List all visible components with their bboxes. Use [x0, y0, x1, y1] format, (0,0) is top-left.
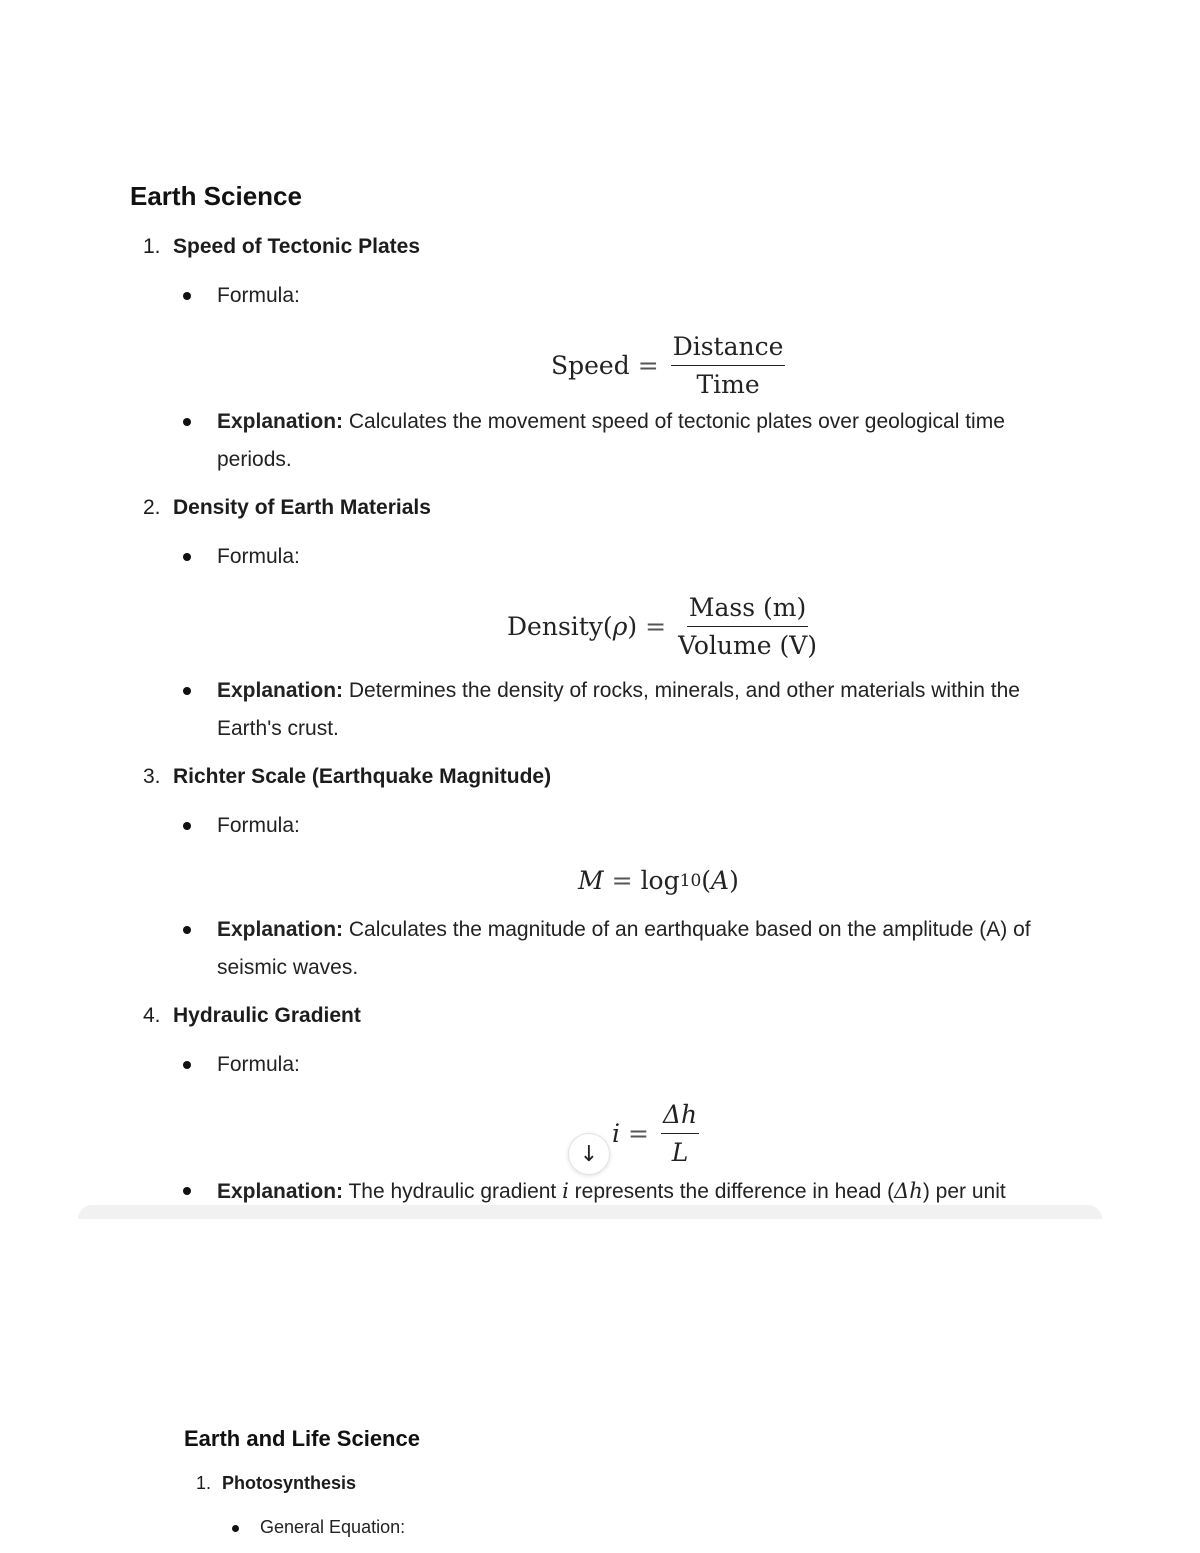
formula-numerator: Mass (m) — [687, 593, 808, 627]
list-item-title — [196, 1473, 356, 1494]
bullet-icon — [183, 292, 191, 300]
scroll-down-button[interactable] — [568, 1133, 610, 1175]
explanation-label: Explanation: — [217, 918, 344, 941]
bullet-icon — [183, 822, 191, 830]
formula-equals: = — [637, 351, 659, 380]
formula-speed — [551, 332, 789, 399]
explanation-label: Explanation: — [217, 679, 344, 702]
formula-bullet — [217, 277, 300, 315]
list-number: 4. — [143, 1004, 161, 1027]
formula-bullet — [217, 538, 300, 576]
formula-lhs: Density( — [507, 612, 613, 641]
formula-rho: ρ — [612, 612, 628, 641]
formula-label: Formula: — [217, 284, 300, 307]
formula-label: Formula: — [217, 1053, 300, 1076]
explanation-text-mid: represents the difference in head ( — [568, 1180, 895, 1203]
formula-fraction — [661, 1100, 699, 1167]
list-item-title — [143, 496, 431, 520]
explanation-bullet — [217, 672, 1067, 748]
explanation-label: Explanation: — [217, 410, 344, 433]
section-heading: Earth Science — [130, 181, 302, 211]
formula-lhs: Speed — [551, 351, 630, 380]
explanation-bullet — [217, 911, 1077, 987]
bullet-icon — [183, 1187, 191, 1195]
page-divider — [78, 1205, 1102, 1219]
sub-label: General Equation: — [260, 1517, 406, 1537]
formula-bullet — [217, 807, 300, 845]
explanation-bullet — [217, 403, 1057, 479]
formula-lhs: i — [612, 1119, 620, 1148]
item-title-text: Richter Scale (Earthquake Magnitude) — [173, 765, 552, 788]
formula-numerator: Distance — [671, 332, 786, 366]
formula-denominator: Time — [696, 370, 760, 399]
list-item-title — [143, 765, 551, 789]
explanation-var: i — [562, 1179, 569, 1203]
explanation-text: Determines the density of rocks, minerals, and other materials within the — [343, 679, 1020, 702]
bullet-icon — [232, 1525, 239, 1532]
formula-fraction — [671, 332, 786, 399]
formula-paren-open: ( — [701, 866, 712, 895]
bullet-icon — [183, 926, 191, 934]
formula-fraction — [678, 593, 817, 660]
section-heading: Earth and Life Science — [184, 1426, 420, 1451]
formula-bullet — [217, 1046, 300, 1084]
formula-paren-close: ) — [729, 866, 739, 895]
explanation-var2: Δh — [894, 1179, 923, 1203]
bullet-icon — [183, 1061, 191, 1069]
explanation-text: The hydraulic gradient — [343, 1180, 563, 1203]
bullet-icon — [183, 418, 191, 426]
formula-richter — [578, 866, 739, 895]
explanation-text: Calculates the movement speed of tectonic plates over geological time — [343, 410, 1005, 433]
list-number: 2. — [143, 496, 161, 519]
formula-equals: = — [628, 1119, 649, 1148]
explanation-text: Calculates the magnitude of an earthquake based on the amplitude (A) of — [343, 918, 1031, 941]
list-number: 3. — [143, 765, 161, 788]
bullet-icon — [183, 553, 191, 561]
formula-equals: = — [645, 612, 667, 641]
formula-label: Formula: — [217, 814, 300, 837]
formula-log: log — [640, 866, 680, 895]
bullet-icon — [183, 687, 191, 695]
list-item-title — [143, 235, 420, 259]
item-title-text: Density of Earth Materials — [173, 496, 431, 519]
formula-label: Formula: — [217, 545, 300, 568]
formula-lhs: M — [578, 866, 604, 895]
list-number: 1. — [196, 1473, 212, 1493]
formula-denominator: L — [671, 1138, 689, 1167]
explanation-text-post: ) per unit — [922, 1180, 1006, 1203]
formula-hydraulic — [612, 1100, 703, 1167]
list-number: 1. — [143, 235, 161, 258]
formula-arg: A — [711, 866, 730, 895]
explanation-text-cont: Earth's crust. — [217, 717, 339, 740]
formula-density — [507, 593, 821, 660]
item-title-text: Hydraulic Gradient — [173, 1004, 361, 1027]
explanation-text-cont: seismic waves. — [217, 956, 359, 979]
formula-denominator: Volume (V) — [678, 631, 818, 660]
list-item-title — [143, 1004, 361, 1028]
item-title-text: Photosynthesis — [222, 1473, 357, 1493]
sub-bullet — [260, 1517, 405, 1538]
formula-subscript: 10 — [679, 870, 702, 891]
formula-equals: = — [611, 866, 633, 895]
explanation-label: Explanation: — [217, 1180, 344, 1203]
formula-lhs-close: ) — [627, 612, 638, 641]
formula-numerator: Δh — [661, 1100, 699, 1134]
explanation-text-cont: periods. — [217, 448, 292, 471]
arrow-down-icon: ↓ — [579, 1141, 599, 1167]
item-title-text: Speed of Tectonic Plates — [173, 235, 421, 258]
